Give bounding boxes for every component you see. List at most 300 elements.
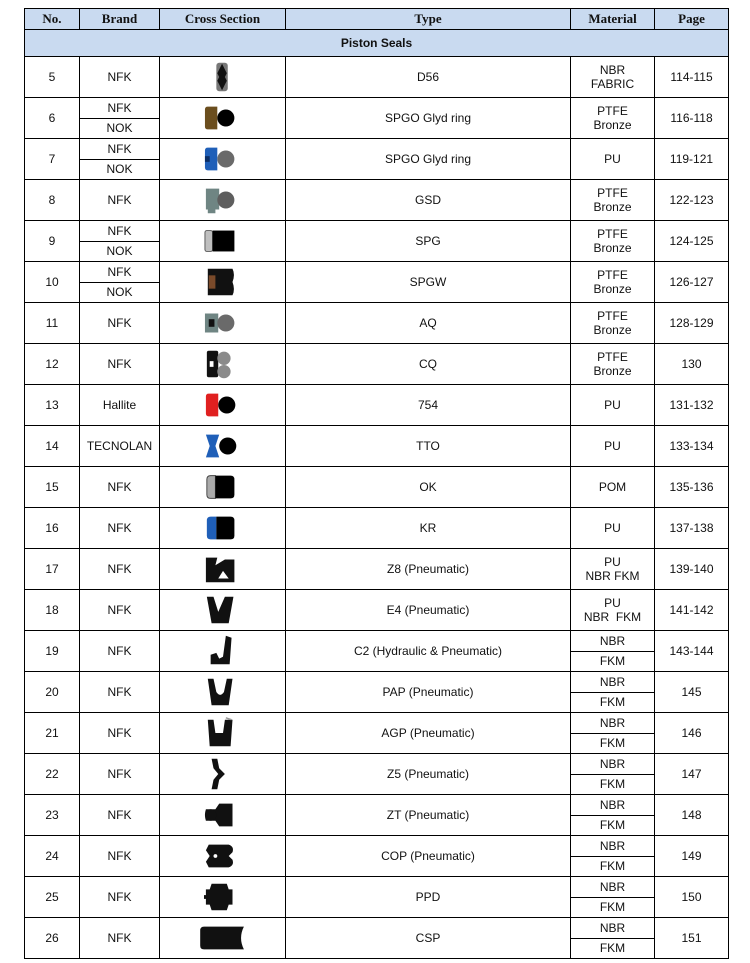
brand-cell	[80, 180, 160, 221]
page-number: 141-142	[669, 603, 714, 617]
spgo-bronze-profile-icon	[163, 99, 283, 137]
table-row	[25, 344, 729, 385]
brand-cell	[80, 549, 160, 590]
ppd-profile-icon	[163, 878, 283, 916]
row-number-text: 26	[45, 931, 59, 945]
material-cell	[571, 344, 655, 385]
cross-section-cell	[160, 303, 286, 344]
brand-name: NFK	[107, 849, 132, 863]
section-title: Piston Seals	[25, 30, 729, 57]
gsd-profile-icon	[163, 181, 283, 219]
brand-name: NFK	[107, 141, 132, 156]
material-name: Bronze	[593, 323, 632, 337]
type-cell	[286, 139, 571, 180]
e4-profile-icon	[163, 591, 283, 629]
type-name: SPG	[415, 234, 441, 248]
material-cell	[571, 508, 655, 549]
d56-profile-icon	[163, 58, 283, 96]
material-cell	[571, 426, 655, 467]
row-number	[25, 754, 80, 795]
page-cell	[655, 139, 729, 180]
type-name: COP (Pneumatic)	[381, 849, 475, 863]
brand-name: NFK	[107, 890, 132, 904]
row-number	[25, 303, 80, 344]
page-cell	[655, 344, 729, 385]
brand-name: NFK	[107, 685, 132, 699]
brand-name: NFK	[107, 223, 132, 238]
page-number: 147	[681, 767, 702, 781]
seal-754-profile-icon	[163, 386, 283, 424]
type-cell	[286, 344, 571, 385]
material-name: Bronze	[593, 118, 632, 132]
material-name: NBR	[599, 838, 626, 853]
type-cell	[286, 303, 571, 344]
brand-cell	[80, 344, 160, 385]
row-number	[25, 262, 80, 303]
page-cell	[655, 631, 729, 672]
cross-section-cell	[160, 549, 286, 590]
page-number: 149	[681, 849, 702, 863]
table-row	[25, 221, 729, 262]
table-row	[25, 713, 729, 754]
material-name: Bronze	[593, 364, 632, 378]
type-name: Z8 (Pneumatic)	[386, 562, 470, 576]
brand-name: NFK	[107, 808, 132, 822]
page-cell	[655, 508, 729, 549]
row-number	[25, 918, 80, 959]
row-number	[25, 221, 80, 262]
cross-section-cell	[160, 508, 286, 549]
type-name: C2 (Hydraulic & Pneumatic)	[353, 644, 503, 658]
material-name: PTFE	[597, 268, 628, 282]
row-number-text: 17	[45, 562, 59, 576]
type-cell	[286, 836, 571, 877]
type-cell	[286, 57, 571, 98]
header-cross-section: Cross Section	[160, 9, 286, 30]
cop-profile-icon	[163, 837, 283, 875]
page-number: 143-144	[669, 644, 714, 658]
page-cell	[655, 918, 729, 959]
row-number-text: 12	[45, 357, 59, 371]
brand-cell	[80, 385, 160, 426]
type-name: E4 (Pneumatic)	[386, 603, 470, 617]
material-name: FKM	[571, 651, 654, 672]
row-number	[25, 631, 80, 672]
tto-profile-icon	[163, 427, 283, 465]
row-number-text: 22	[45, 767, 59, 781]
table-row	[25, 549, 729, 590]
pap-profile-icon	[163, 673, 283, 711]
material-name: FKM	[571, 938, 654, 959]
brand-name: NFK	[107, 264, 132, 279]
type-cell	[286, 426, 571, 467]
c2-profile-icon	[163, 632, 283, 670]
type-cell	[286, 221, 571, 262]
material-cell	[571, 631, 655, 672]
brand-name: NFK	[107, 726, 132, 740]
cross-section-cell	[160, 180, 286, 221]
zt-profile-icon	[163, 796, 283, 834]
brand-cell	[80, 754, 160, 795]
brand-name: NFK	[107, 562, 132, 576]
type-name: KR	[419, 521, 437, 535]
row-number	[25, 385, 80, 426]
brand-name: NFK	[107, 521, 132, 535]
brand-cell	[80, 139, 160, 180]
type-cell	[286, 795, 571, 836]
brand-cell	[80, 221, 160, 262]
row-number	[25, 426, 80, 467]
brand-cell	[80, 303, 160, 344]
brand-cell	[80, 631, 160, 672]
row-number	[25, 713, 80, 754]
table-row	[25, 57, 729, 98]
material-name: PU	[604, 521, 621, 535]
piston-seals-table	[24, 8, 729, 959]
cross-section-cell	[160, 672, 286, 713]
table-row	[25, 303, 729, 344]
type-cell	[286, 508, 571, 549]
material-name: NBR	[599, 920, 626, 935]
row-number-text: 24	[45, 849, 59, 863]
material-cell	[571, 877, 655, 918]
cross-section-cell	[160, 754, 286, 795]
row-number-text: 15	[45, 480, 59, 494]
row-number-text: 21	[45, 726, 59, 740]
material-name: Bronze	[593, 241, 632, 255]
material-name: NBR	[599, 756, 626, 771]
page-cell	[655, 57, 729, 98]
cross-section-cell	[160, 262, 286, 303]
page-number: 135-136	[669, 480, 714, 494]
row-number	[25, 672, 80, 713]
header-type: Type	[286, 9, 571, 30]
row-number	[25, 877, 80, 918]
type-name: GSD	[414, 193, 441, 207]
brand-cell	[80, 672, 160, 713]
page-number: 124-125	[669, 234, 714, 248]
aq-profile-icon	[163, 304, 283, 342]
z5-profile-icon	[163, 755, 283, 793]
table-row	[25, 590, 729, 631]
material-cell	[571, 303, 655, 344]
brand-name: NOK	[80, 241, 159, 262]
material-cell	[571, 713, 655, 754]
material-name: NBR	[599, 63, 626, 77]
material-name: NBR	[599, 879, 626, 894]
page-number: 128-129	[669, 316, 714, 330]
type-name: Z5 (Pneumatic)	[386, 767, 470, 781]
brand-name: NOK	[80, 159, 159, 180]
page-cell	[655, 672, 729, 713]
page-cell	[655, 180, 729, 221]
row-number-text: 6	[48, 111, 56, 125]
cross-section-cell	[160, 918, 286, 959]
page-number: 133-134	[669, 439, 714, 453]
type-cell	[286, 918, 571, 959]
brand-name: NFK	[107, 70, 132, 84]
row-number-text: 20	[45, 685, 59, 699]
section-row	[25, 30, 729, 57]
row-number-text: 13	[45, 398, 59, 412]
material-name: NBR	[599, 715, 626, 730]
page-cell	[655, 262, 729, 303]
brand-cell	[80, 877, 160, 918]
brand-cell	[80, 262, 160, 303]
type-name: SPGW	[409, 275, 447, 289]
z8-profile-icon	[163, 550, 283, 588]
page-number: 131-132	[669, 398, 714, 412]
material-cell	[571, 221, 655, 262]
row-number-text: 19	[45, 644, 59, 658]
table-row	[25, 180, 729, 221]
row-number-text: 25	[45, 890, 59, 904]
material-cell	[571, 672, 655, 713]
type-name: AGP (Pneumatic)	[381, 726, 475, 740]
row-number-text: 8	[48, 193, 56, 207]
type-name: OK	[419, 480, 437, 494]
material-name: FKM	[571, 692, 654, 713]
brand-cell	[80, 795, 160, 836]
page-cell	[655, 221, 729, 262]
page-cell	[655, 590, 729, 631]
material-name: NBR	[599, 797, 626, 812]
row-number	[25, 549, 80, 590]
material-name: PTFE	[597, 227, 628, 241]
page-number: 148	[681, 808, 702, 822]
table-row	[25, 426, 729, 467]
row-number-text: 9	[48, 234, 56, 248]
cross-section-cell	[160, 836, 286, 877]
material-name: PTFE	[597, 104, 628, 118]
page-cell	[655, 795, 729, 836]
page-number: 126-127	[669, 275, 714, 289]
table-row	[25, 631, 729, 672]
material-cell	[571, 795, 655, 836]
type-name: SPGO Glyd ring	[384, 152, 472, 166]
page-number: 151	[681, 931, 702, 945]
page-cell	[655, 426, 729, 467]
page-number: 116-118	[670, 111, 713, 125]
page-cell	[655, 303, 729, 344]
row-number-text: 18	[45, 603, 59, 617]
brand-name: NOK	[80, 282, 159, 303]
cross-section-cell	[160, 590, 286, 631]
material-name: PU	[604, 439, 621, 453]
type-cell	[286, 713, 571, 754]
type-cell	[286, 549, 571, 590]
type-cell	[286, 98, 571, 139]
header-row	[25, 9, 729, 30]
material-cell	[571, 385, 655, 426]
material-cell	[571, 590, 655, 631]
brand-name: NFK	[107, 480, 132, 494]
brand-name: NFK	[107, 193, 132, 207]
cross-section-cell	[160, 631, 286, 672]
cross-section-cell	[160, 344, 286, 385]
material-name: FKM	[571, 733, 654, 754]
row-number	[25, 98, 80, 139]
row-number	[25, 836, 80, 877]
material-name: PTFE	[597, 186, 628, 200]
type-cell	[286, 877, 571, 918]
page-number: 137-138	[669, 521, 714, 535]
material-name: POM	[598, 480, 627, 494]
material-cell	[571, 180, 655, 221]
row-number	[25, 795, 80, 836]
brand-name: NFK	[107, 603, 132, 617]
brand-name: NFK	[107, 931, 132, 945]
type-name: CSP	[415, 931, 441, 945]
material-name: PU	[604, 555, 621, 569]
page-cell	[655, 549, 729, 590]
brand-name: NFK	[107, 100, 132, 115]
brand-name: NOK	[80, 118, 159, 139]
brand-cell	[80, 57, 160, 98]
table-row	[25, 918, 729, 959]
material-name: PTFE	[597, 309, 628, 323]
table-row	[25, 262, 729, 303]
table-row	[25, 795, 729, 836]
material-name: PU	[604, 152, 621, 166]
row-number-text: 23	[45, 808, 59, 822]
page-number: 114-115	[670, 70, 713, 84]
material-name: PTFE	[597, 350, 628, 364]
cross-section-cell	[160, 426, 286, 467]
cross-section-cell	[160, 385, 286, 426]
row-number	[25, 467, 80, 508]
material-cell	[571, 139, 655, 180]
material-name: NBR	[599, 633, 626, 648]
material-name: NBR	[599, 674, 626, 689]
material-cell	[571, 754, 655, 795]
brand-cell	[80, 508, 160, 549]
page-number: 150	[681, 890, 702, 904]
brand-cell	[80, 918, 160, 959]
type-name: PAP (Pneumatic)	[382, 685, 474, 699]
kr-profile-icon	[163, 509, 283, 547]
brand-cell	[80, 98, 160, 139]
row-number-text: 10	[45, 275, 59, 289]
header-page: Page	[655, 9, 729, 30]
type-name: TTO	[416, 439, 440, 453]
page-cell	[655, 98, 729, 139]
ok-profile-icon	[163, 468, 283, 506]
type-name: D56	[416, 70, 439, 84]
table-row	[25, 836, 729, 877]
material-cell	[571, 467, 655, 508]
brand-cell	[80, 590, 160, 631]
brand-name: NFK	[107, 767, 132, 781]
table-row	[25, 385, 729, 426]
type-cell	[286, 631, 571, 672]
material-name: Bronze	[593, 200, 632, 214]
row-number-text: 5	[48, 70, 56, 84]
cross-section-cell	[160, 57, 286, 98]
header-material: Material	[571, 9, 655, 30]
material-name: FKM	[571, 815, 654, 836]
material-name: PU	[604, 596, 621, 610]
table-row	[25, 467, 729, 508]
page-cell	[655, 467, 729, 508]
type-name: AQ	[419, 316, 437, 330]
page-number: 122-123	[669, 193, 714, 207]
spgo-pu-profile-icon	[163, 140, 283, 178]
material-cell	[571, 836, 655, 877]
cross-section-cell	[160, 139, 286, 180]
cross-section-cell	[160, 467, 286, 508]
material-name: FKM	[571, 856, 654, 877]
row-number-text: 11	[45, 316, 59, 330]
table-row	[25, 877, 729, 918]
brand-cell	[80, 426, 160, 467]
page-number: 130	[681, 357, 702, 371]
row-number	[25, 590, 80, 631]
row-number-text: 7	[48, 152, 56, 166]
csp-profile-icon	[163, 919, 283, 957]
table-row	[25, 508, 729, 549]
material-name: NBR FKM	[585, 569, 640, 583]
row-number-text: 16	[45, 521, 59, 535]
cross-section-cell	[160, 877, 286, 918]
page-number: 146	[681, 726, 702, 740]
brand-cell	[80, 836, 160, 877]
spgw-profile-icon	[163, 263, 283, 301]
material-name: FKM	[571, 897, 654, 918]
type-cell	[286, 467, 571, 508]
page-number: 119-121	[669, 152, 714, 166]
type-cell	[286, 590, 571, 631]
brand-name: NFK	[107, 644, 132, 658]
page-cell	[655, 385, 729, 426]
row-number	[25, 508, 80, 549]
row-number	[25, 180, 80, 221]
cq-profile-icon	[163, 345, 283, 383]
type-name: ZT (Pneumatic)	[386, 808, 470, 822]
page-number: 139-140	[669, 562, 714, 576]
material-name: FKM	[571, 774, 654, 795]
agp-profile-icon	[163, 714, 283, 752]
brand-cell	[80, 713, 160, 754]
cross-section-cell	[160, 713, 286, 754]
page-number: 145	[681, 685, 702, 699]
type-name: PPD	[415, 890, 441, 904]
cross-section-cell	[160, 221, 286, 262]
brand-cell	[80, 467, 160, 508]
table-row	[25, 672, 729, 713]
type-name: SPGO Glyd ring	[384, 111, 472, 125]
brand-name: Hallite	[102, 398, 137, 412]
page-cell	[655, 836, 729, 877]
material-name: NBR FKM	[583, 610, 642, 624]
table-row	[25, 98, 729, 139]
header-no: No.	[25, 9, 80, 30]
type-name: 754	[417, 398, 439, 412]
table-row	[25, 754, 729, 795]
material-cell	[571, 918, 655, 959]
type-cell	[286, 385, 571, 426]
material-name: FABRIC	[590, 77, 635, 91]
type-cell	[286, 754, 571, 795]
type-cell	[286, 180, 571, 221]
header-brand: Brand	[80, 9, 160, 30]
type-cell	[286, 262, 571, 303]
brand-name: TECNOLAN	[86, 439, 153, 453]
brand-name: NFK	[107, 357, 132, 371]
type-name: CQ	[419, 357, 437, 371]
page-cell	[655, 754, 729, 795]
cross-section-cell	[160, 98, 286, 139]
